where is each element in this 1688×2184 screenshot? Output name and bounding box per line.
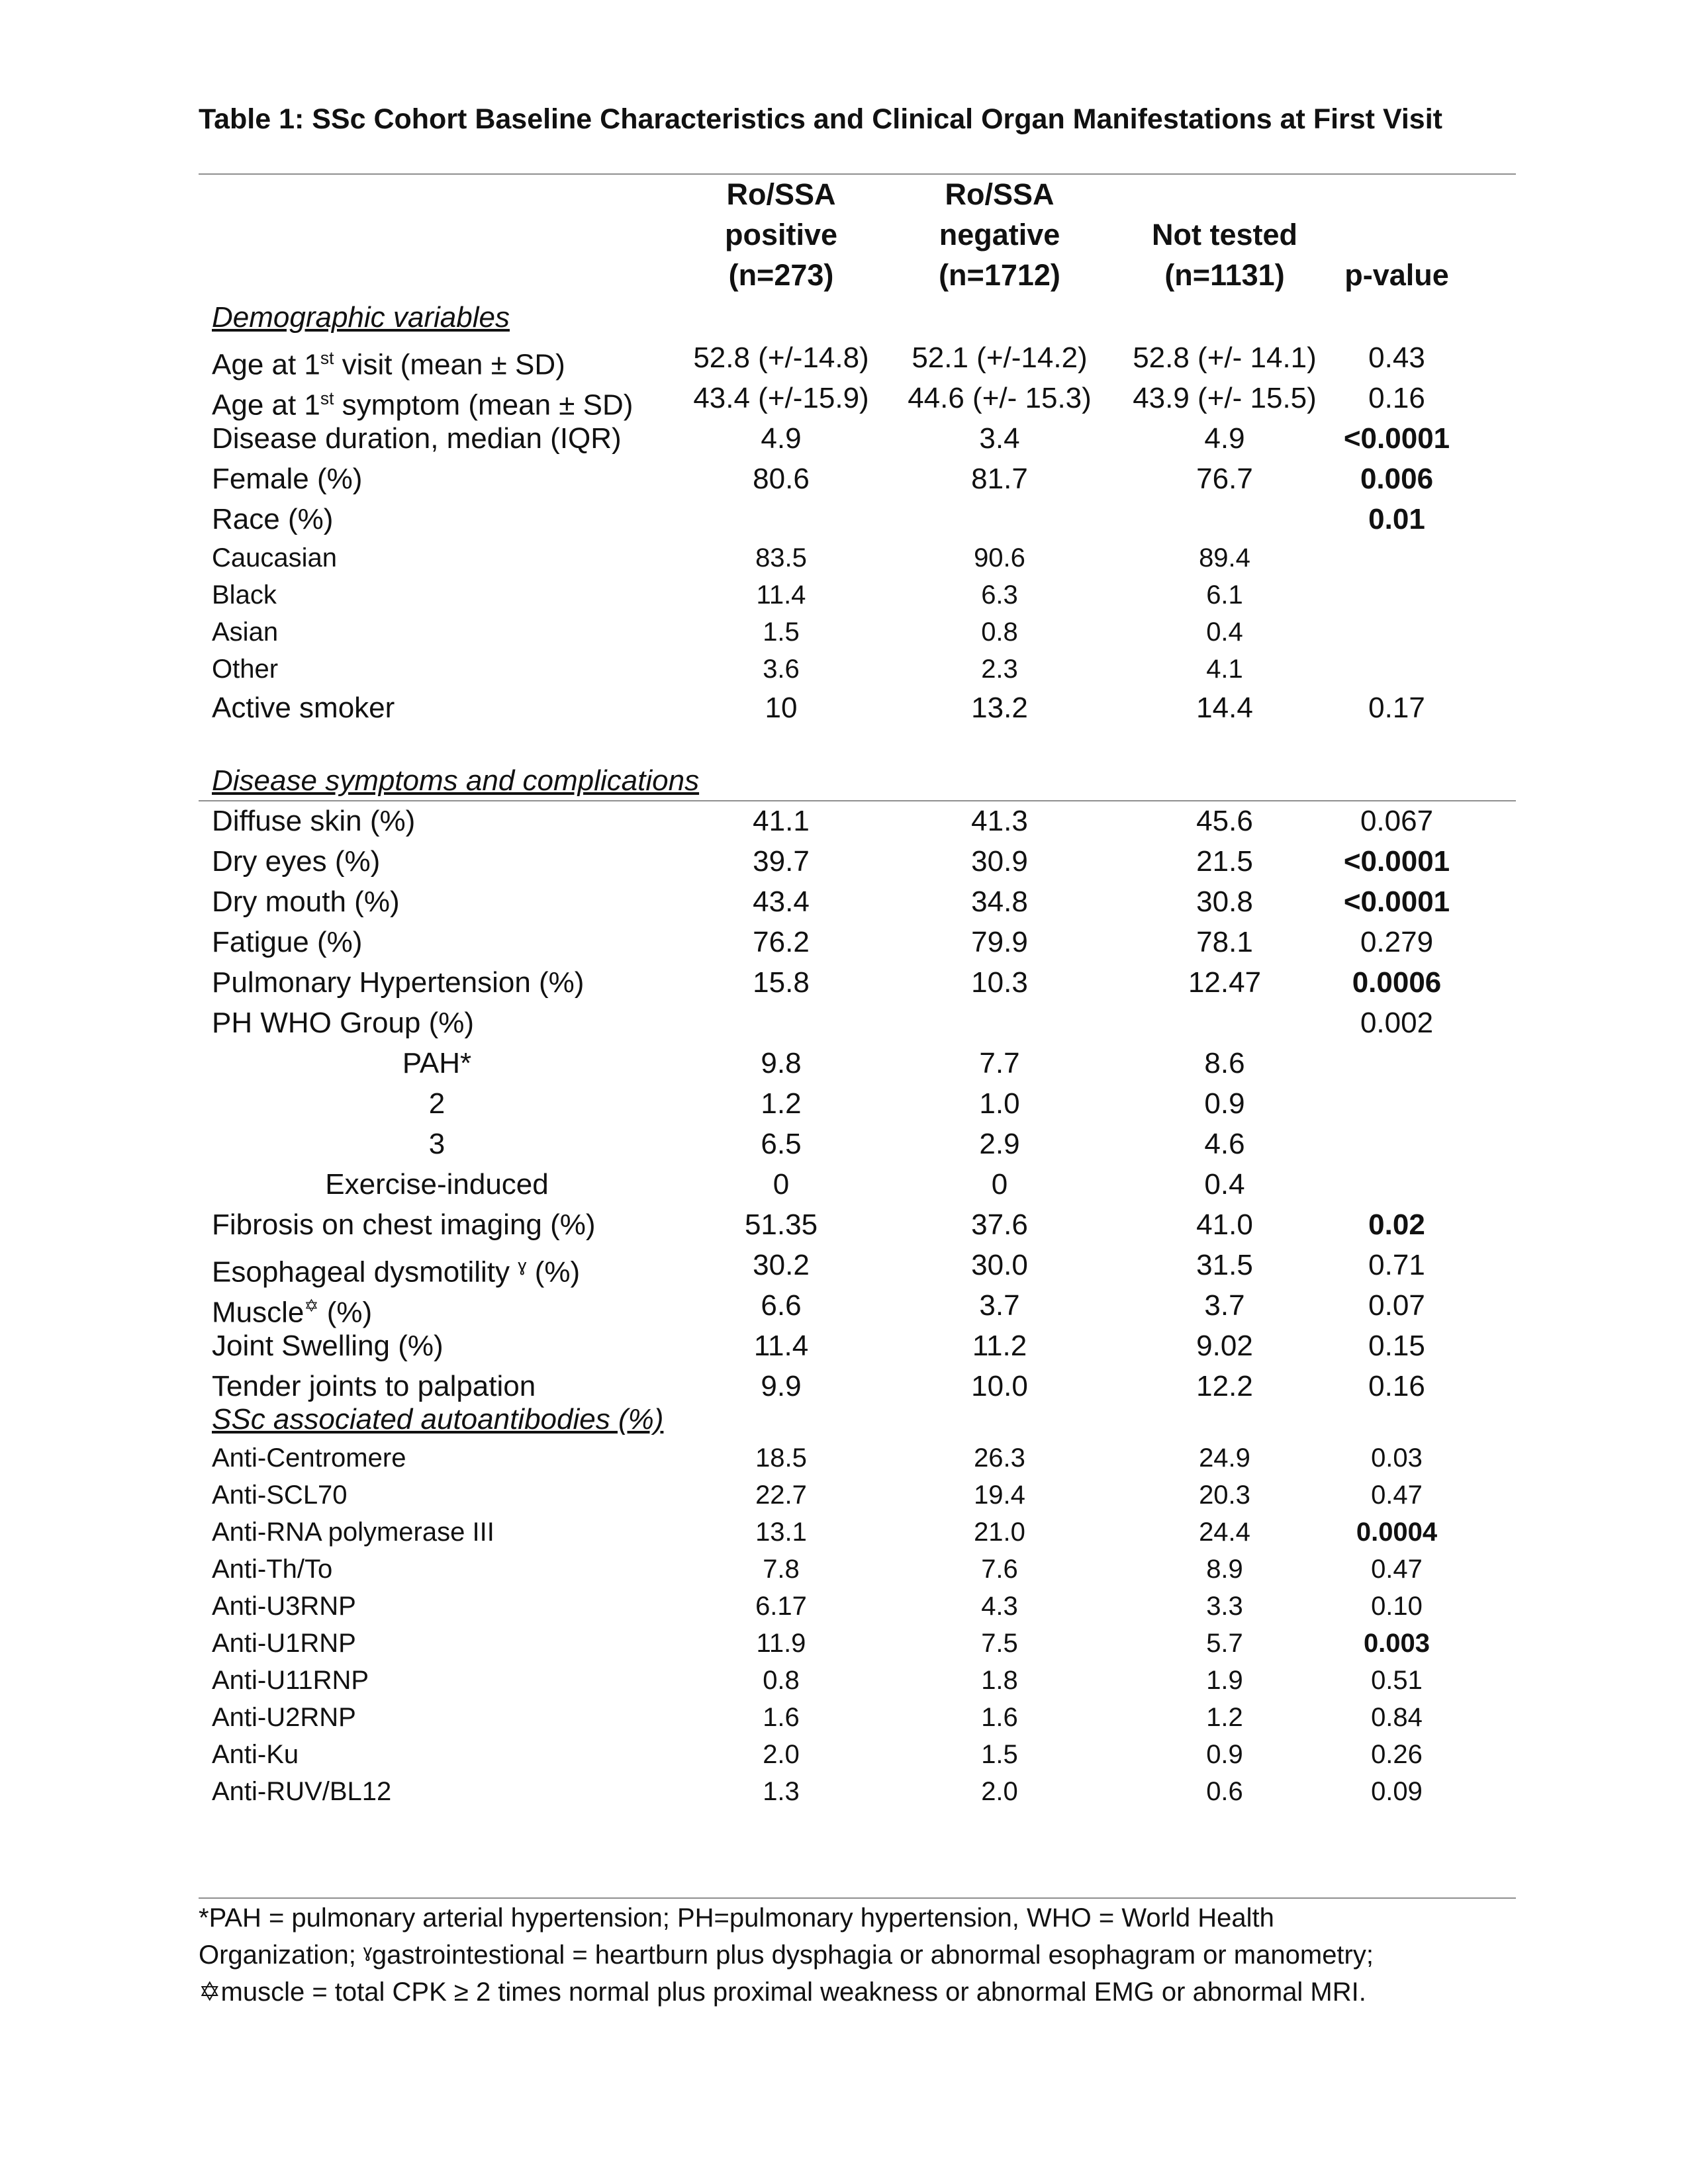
column-header-p-value — [1304, 255, 1489, 295]
row-label — [212, 923, 362, 962]
table-row — [199, 500, 1516, 539]
row-label-text: Pulmonary Hypertension (%) — [212, 966, 585, 999]
row-label — [212, 688, 395, 728]
value-ro-negative: 7.6 — [981, 1555, 1018, 1584]
value-ro-negative: 30.9 — [971, 845, 1028, 878]
value-not-tested: 6.1 — [1206, 580, 1243, 610]
value-p: 0.0006 — [1352, 966, 1442, 999]
value-not-tested: 24.9 — [1199, 1443, 1250, 1473]
row-label-text: 2 — [428, 1087, 445, 1120]
footnote-line: *PAH = pulmonary arterial hypertension; PH=pulmonary hypertension, WHO = World Health — [199, 1903, 1274, 1933]
table-row — [199, 1440, 1516, 1477]
row-label — [212, 963, 584, 1003]
row-label-text: Fibrosis on chest imaging (%) — [212, 1208, 596, 1241]
row-label-text: Other — [212, 655, 279, 684]
row-label — [212, 1700, 356, 1736]
value-ro-negative: 3.7 — [979, 1289, 1020, 1322]
table-row — [199, 1044, 1516, 1083]
table-row — [199, 801, 1516, 841]
value-ro-negative: 1.8 — [981, 1666, 1018, 1695]
row-label — [212, 1440, 406, 1477]
table-row — [199, 1737, 1516, 1773]
value-ro-positive: 1.6 — [763, 1703, 800, 1732]
value-not-tested: 12.2 — [1196, 1370, 1253, 1402]
value-ro-negative: 44.6 (+/- 15.3) — [908, 382, 1092, 414]
row-label-text: Anti-Centromere — [212, 1443, 406, 1473]
value-ro-positive: 43.4 (+/-15.9) — [693, 382, 869, 414]
value-p: 0.17 — [1368, 692, 1425, 724]
row-label-text: Exercise-induced — [325, 1168, 549, 1201]
row-label-text-rest: visit (mean ± SD) — [334, 348, 565, 381]
value-ro-negative: 3.4 — [979, 422, 1020, 455]
value-p: <0.0001 — [1343, 845, 1450, 878]
table-title: Table 1: SSc Cohort Baseline Characteristics and Clinical Organ Manifestations at First Visit — [199, 103, 1442, 135]
table-row — [199, 1246, 1516, 1289]
value-not-tested: 24.4 — [1199, 1518, 1250, 1547]
bottom-rule — [199, 1897, 1516, 1899]
value-p: 0.003 — [1363, 1629, 1430, 1658]
row-label-text: Tender joints to palpation — [212, 1370, 536, 1402]
value-not-tested: 3.3 — [1206, 1592, 1243, 1621]
value-p: 0.067 — [1360, 805, 1434, 837]
table-row — [199, 1625, 1516, 1662]
value-p: 0.47 — [1371, 1555, 1423, 1584]
value-ro-negative: 0 — [991, 1168, 1008, 1201]
row-label-text: Diffuse skin (%) — [212, 805, 416, 837]
value-ro-positive: 0.8 — [763, 1666, 800, 1695]
table-row — [199, 651, 1516, 688]
section-title-text: SSc associated autoantibodies (%) — [212, 1403, 664, 1435]
row-label-text: Age at 1 — [212, 348, 320, 381]
value-not-tested: 9.02 — [1196, 1330, 1253, 1362]
value-ro-negative: 34.8 — [971, 886, 1028, 918]
header-line: positive — [724, 218, 838, 251]
row-label-text: Fatigue (%) — [212, 926, 363, 958]
value-p: 0.47 — [1371, 1480, 1423, 1510]
row-label — [212, 1084, 662, 1124]
table-row — [199, 1124, 1516, 1164]
value-ro-positive: 9.8 — [761, 1047, 802, 1079]
table-row — [199, 1551, 1516, 1588]
row-label — [212, 801, 415, 841]
value-ro-positive: 11.9 — [756, 1629, 806, 1658]
value-p: 0.01 — [1368, 503, 1425, 535]
value-ro-negative: 90.6 — [974, 543, 1025, 572]
footnote — [199, 1899, 1516, 2011]
row-label — [212, 419, 622, 459]
table-row — [199, 963, 1516, 1003]
value-not-tested: 5.7 — [1206, 1629, 1243, 1658]
row-label-text: Dry eyes (%) — [212, 845, 381, 878]
table-row — [199, 1326, 1516, 1366]
header-line: (n=1712) — [939, 258, 1060, 292]
row-label — [212, 842, 380, 882]
row-label — [212, 577, 277, 614]
value-ro-positive: 10 — [765, 692, 798, 724]
row-label-text: Disease duration, median (IQR) — [212, 422, 622, 455]
value-not-tested: 0.6 — [1206, 1777, 1243, 1806]
row-label-text: Muscle — [212, 1296, 305, 1329]
row-label-text-rest: symptom (mean ± SD) — [334, 388, 633, 422]
value-ro-negative: 10.0 — [971, 1370, 1028, 1402]
table-row — [199, 419, 1516, 459]
row-label-text: Dry mouth (%) — [212, 886, 400, 918]
value-ro-positive: 6.6 — [761, 1289, 802, 1322]
value-not-tested: 8.9 — [1206, 1555, 1243, 1584]
value-ro-negative: 4.3 — [981, 1592, 1018, 1621]
value-p: 0.279 — [1360, 926, 1434, 958]
value-ro-negative: 7.5 — [981, 1629, 1018, 1658]
value-ro-positive: 9.9 — [761, 1370, 802, 1402]
footnote-line: ✡muscle = total CPK ≥ 2 times normal plus proximal weakness or abnormal EMG or abnormal MRI. — [199, 1978, 1366, 2007]
value-not-tested: 78.1 — [1196, 926, 1253, 958]
row-label — [212, 1662, 369, 1699]
row-label — [212, 1477, 348, 1514]
row-label — [212, 1205, 596, 1245]
value-ro-negative: 37.6 — [971, 1208, 1028, 1241]
value-p: 0.16 — [1368, 1370, 1425, 1402]
value-ro-negative: 2.0 — [981, 1777, 1018, 1806]
row-label — [212, 1737, 299, 1773]
table-row — [199, 1700, 1516, 1736]
value-ro-negative: 0.8 — [981, 617, 1018, 647]
section-title — [199, 1400, 1516, 1439]
table-row — [199, 1774, 1516, 1810]
table-row — [199, 459, 1516, 499]
value-p: 0.006 — [1360, 463, 1434, 495]
value-not-tested: 43.9 (+/- 15.5) — [1133, 382, 1317, 414]
table-row — [199, 923, 1516, 962]
header-line: (n=1131) — [1164, 258, 1285, 292]
value-ro-negative: 1.0 — [979, 1087, 1020, 1120]
value-ro-negative: 6.3 — [981, 580, 1018, 610]
value-not-tested: 14.4 — [1196, 692, 1253, 724]
table-row — [199, 688, 1516, 728]
section-title-text: Disease symptoms and complications — [212, 764, 700, 797]
value-not-tested: 89.4 — [1199, 543, 1250, 572]
value-p: 0.84 — [1371, 1703, 1423, 1732]
column-header-ro-positive — [682, 174, 880, 295]
value-ro-positive: 41.1 — [753, 805, 810, 837]
value-not-tested: 1.2 — [1206, 1703, 1243, 1732]
row-label — [212, 1774, 391, 1810]
table-row — [199, 842, 1516, 882]
table-row — [199, 338, 1516, 381]
value-p: 0.002 — [1360, 1007, 1434, 1039]
header-line: Ro/SSA — [945, 177, 1055, 211]
row-label-superscript: st — [320, 388, 334, 408]
value-ro-negative: 10.3 — [971, 966, 1028, 999]
value-ro-positive: 76.2 — [753, 926, 810, 958]
value-ro-negative: 1.5 — [981, 1740, 1018, 1769]
row-label-text: Asian — [212, 617, 279, 647]
value-ro-negative: 13.2 — [971, 692, 1028, 724]
value-p: 0.07 — [1368, 1289, 1425, 1322]
value-ro-negative: 19.4 — [974, 1480, 1025, 1510]
row-label-text: Anti-SCL70 — [212, 1480, 348, 1510]
table-row — [199, 1514, 1516, 1551]
value-not-tested: 41.0 — [1196, 1208, 1253, 1241]
row-label — [212, 1044, 662, 1083]
row-label-text: Age at 1 — [212, 388, 320, 422]
value-ro-negative: 26.3 — [974, 1443, 1025, 1473]
row-label-text: Female (%) — [212, 463, 363, 495]
value-not-tested: 4.1 — [1206, 655, 1243, 684]
row-label — [212, 540, 337, 576]
row-label-text: Race (%) — [212, 503, 334, 535]
table-row — [199, 1286, 1516, 1329]
value-not-tested: 3.7 — [1204, 1289, 1245, 1322]
row-label-text: Joint Swelling (%) — [212, 1330, 444, 1362]
value-ro-positive: 11.4 — [756, 580, 806, 610]
table-row — [199, 379, 1516, 422]
section-title-text: Demographic variables — [212, 301, 510, 334]
row-label — [212, 1588, 356, 1625]
value-ro-positive: 18.5 — [755, 1443, 807, 1473]
header-line: Not tested — [1151, 218, 1297, 251]
row-label — [212, 1124, 662, 1164]
table-row — [199, 1003, 1516, 1043]
row-label-text: PAH* — [402, 1047, 472, 1079]
value-p: <0.0001 — [1343, 886, 1450, 918]
row-label-text: 3 — [428, 1128, 445, 1160]
value-ro-negative: 2.3 — [981, 655, 1018, 684]
value-ro-negative: 79.9 — [971, 926, 1028, 958]
row-label-text: Anti-U1RNP — [212, 1629, 356, 1658]
row-label — [212, 500, 333, 539]
row-label — [212, 1003, 474, 1043]
table-row — [199, 1205, 1516, 1245]
value-ro-positive: 4.9 — [761, 422, 802, 455]
row-label-text: Anti-Th/To — [212, 1555, 333, 1584]
row-label-text: Anti-U3RNP — [212, 1592, 356, 1621]
value-not-tested: 20.3 — [1199, 1480, 1250, 1510]
value-p: 0.09 — [1371, 1777, 1423, 1806]
value-not-tested: 0.4 — [1206, 617, 1243, 647]
row-label — [212, 1625, 356, 1662]
section-title — [199, 298, 1516, 338]
row-label — [212, 1165, 662, 1205]
value-ro-negative: 2.9 — [979, 1128, 1020, 1160]
value-p: 0.0004 — [1356, 1518, 1438, 1547]
row-label-superscript: st — [320, 348, 334, 368]
value-ro-positive: 83.5 — [755, 543, 807, 572]
value-ro-positive: 6.17 — [755, 1592, 807, 1621]
value-ro-negative: 81.7 — [971, 463, 1028, 495]
value-ro-positive: 43.4 — [753, 886, 810, 918]
row-label-text: Black — [212, 580, 277, 610]
row-label-superscript: ✡ — [304, 1296, 319, 1316]
table-row — [199, 540, 1516, 576]
value-p: 0.15 — [1368, 1330, 1425, 1362]
value-not-tested: 45.6 — [1196, 805, 1253, 837]
value-not-tested: 21.5 — [1196, 845, 1253, 878]
value-ro-positive: 13.1 — [755, 1518, 807, 1547]
value-not-tested: 4.6 — [1204, 1128, 1245, 1160]
row-label — [212, 882, 400, 922]
column-header-not-tested — [1125, 214, 1324, 295]
table-row — [199, 577, 1516, 614]
value-ro-positive: 15.8 — [753, 966, 810, 999]
value-not-tested: 1.9 — [1206, 1666, 1243, 1695]
row-label-text-rest: (%) — [318, 1296, 373, 1329]
header-line: negative — [939, 218, 1060, 251]
table-row — [199, 882, 1516, 922]
row-label-text-rest: (%) — [526, 1255, 581, 1289]
row-label — [212, 459, 362, 499]
row-label-text: Esophageal dysmotility — [212, 1255, 518, 1289]
value-not-tested: 52.8 (+/- 14.1) — [1133, 341, 1317, 374]
footnote-line: Organization; ˠgastrointestional = heartburn plus dysphagia or abnormal esophagram or manometry; — [199, 1940, 1374, 1970]
row-label-text: Active smoker — [212, 692, 395, 724]
value-not-tested: 0.4 — [1204, 1168, 1245, 1201]
value-not-tested: 4.9 — [1204, 422, 1245, 455]
header-line: (n=273) — [728, 258, 834, 292]
value-ro-positive: 39.7 — [753, 845, 810, 878]
value-p: 0.51 — [1371, 1666, 1423, 1695]
column-header-ro-negative — [900, 174, 1099, 295]
table-row — [199, 1165, 1516, 1205]
value-ro-negative: 7.7 — [979, 1047, 1020, 1079]
row-label — [212, 1551, 332, 1588]
row-label-text: Anti-Ku — [212, 1740, 299, 1769]
value-p: <0.0001 — [1343, 422, 1450, 455]
value-ro-positive: 1.5 — [763, 617, 800, 647]
row-label — [212, 614, 278, 651]
value-ro-negative: 11.2 — [972, 1330, 1027, 1362]
value-ro-negative: 52.1 (+/-14.2) — [912, 341, 1088, 374]
value-p: 0.26 — [1371, 1740, 1423, 1769]
table-row — [199, 1477, 1516, 1514]
row-label-text: Anti-U11RNP — [212, 1666, 369, 1695]
value-p: 0.10 — [1371, 1592, 1423, 1621]
row-label — [212, 651, 278, 688]
value-p: 0.03 — [1371, 1443, 1423, 1473]
value-ro-negative: 30.0 — [971, 1249, 1028, 1281]
value-not-tested: 30.8 — [1196, 886, 1253, 918]
value-ro-negative: 1.6 — [981, 1703, 1018, 1732]
value-not-tested: 0.9 — [1206, 1740, 1243, 1769]
header-line: p-value — [1344, 258, 1449, 292]
value-ro-positive: 30.2 — [753, 1249, 810, 1281]
row-label-text: Anti-RNA polymerase III — [212, 1518, 494, 1547]
value-ro-positive: 7.8 — [763, 1555, 800, 1584]
row-label-text: PH WHO Group (%) — [212, 1007, 475, 1039]
row-label-text: Anti-RUV/BL12 — [212, 1777, 392, 1806]
table-row — [199, 1662, 1516, 1699]
value-ro-positive: 3.6 — [763, 655, 800, 684]
value-ro-positive: 6.5 — [761, 1128, 802, 1160]
value-ro-positive: 1.2 — [761, 1087, 802, 1120]
value-ro-positive: 0 — [773, 1168, 790, 1201]
header-line: Ro/SSA — [726, 177, 836, 211]
value-not-tested: 0.9 — [1204, 1087, 1245, 1120]
value-ro-positive: 52.8 (+/-14.8) — [693, 341, 869, 374]
value-ro-positive: 22.7 — [755, 1480, 807, 1510]
value-p: 0.71 — [1368, 1249, 1425, 1281]
row-label — [212, 1514, 494, 1551]
value-p: 0.16 — [1368, 382, 1425, 414]
row-label — [212, 1326, 444, 1366]
table-row — [199, 614, 1516, 651]
value-not-tested: 76.7 — [1196, 463, 1253, 495]
value-ro-positive: 80.6 — [753, 463, 810, 495]
section-title — [199, 761, 1516, 801]
table-row — [199, 1588, 1516, 1625]
value-p: 0.43 — [1368, 341, 1425, 374]
value-ro-negative: 41.3 — [971, 805, 1028, 837]
value-not-tested: 12.47 — [1188, 966, 1262, 999]
value-ro-positive: 2.0 — [763, 1740, 800, 1769]
row-label-superscript: ɣ — [518, 1255, 527, 1275]
value-ro-positive: 51.35 — [744, 1208, 818, 1241]
value-ro-positive: 11.4 — [753, 1330, 809, 1362]
value-not-tested: 8.6 — [1204, 1047, 1245, 1079]
row-label-text: Caucasian — [212, 543, 338, 572]
value-not-tested: 31.5 — [1196, 1249, 1253, 1281]
table-row — [199, 1084, 1516, 1124]
value-p: 0.02 — [1368, 1208, 1425, 1241]
value-ro-negative: 21.0 — [974, 1518, 1025, 1547]
row-label-text: Anti-U2RNP — [212, 1703, 356, 1732]
value-ro-positive: 1.3 — [763, 1777, 800, 1806]
